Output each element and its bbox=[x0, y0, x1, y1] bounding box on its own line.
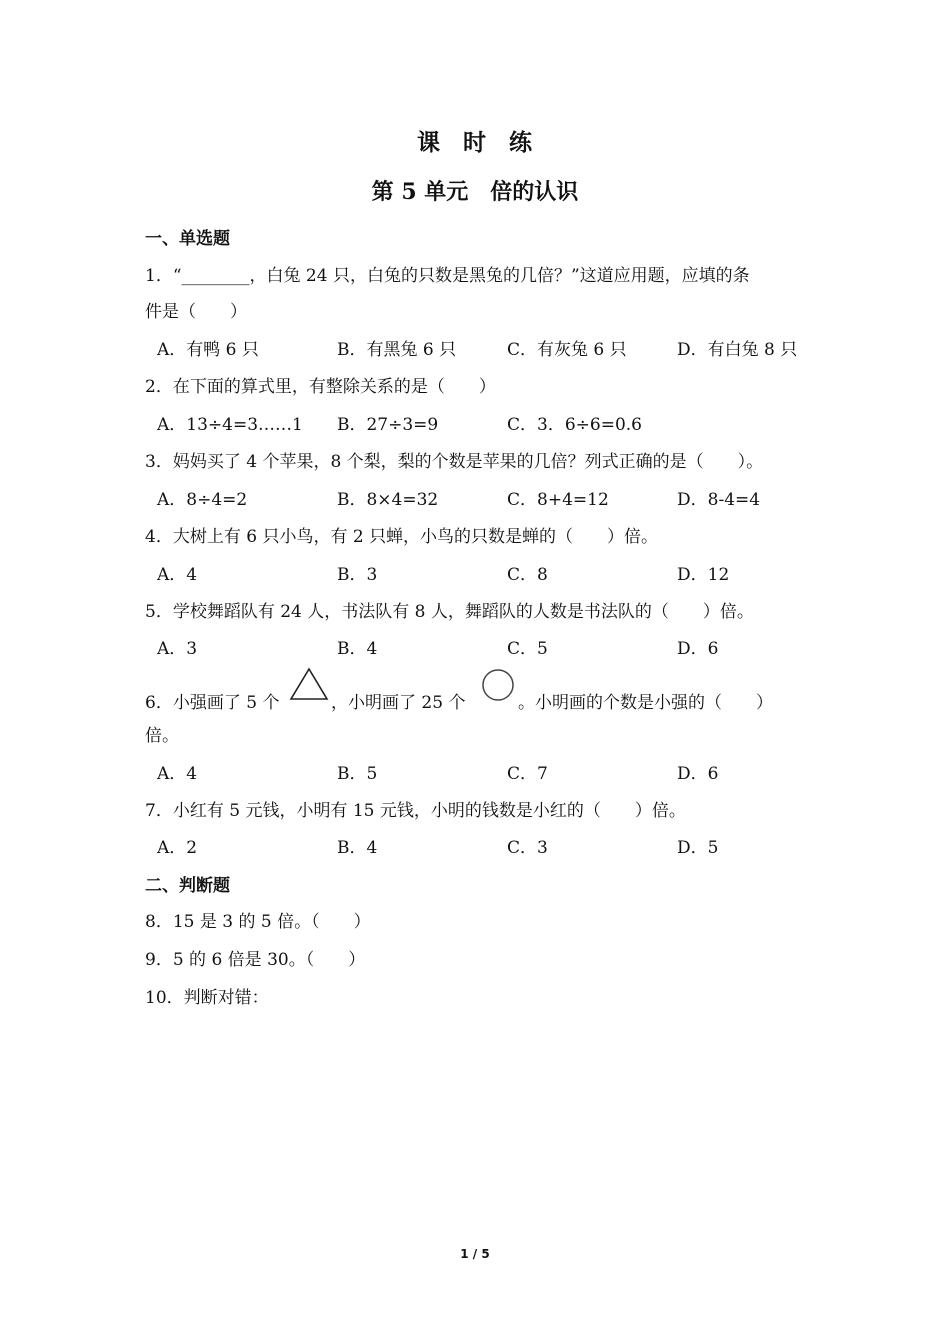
q7-option-b: B．4 bbox=[337, 838, 378, 858]
q3-option-a: A．8÷4=2 bbox=[157, 490, 248, 510]
triangle-icon bbox=[289, 667, 329, 701]
q5-option-d: D．6 bbox=[677, 639, 719, 659]
q6-option-d: D．6 bbox=[677, 764, 719, 784]
section-judgement: 二、判断题 bbox=[145, 876, 230, 896]
question-9: 9．5 的 6 倍是 30。（ ） bbox=[145, 950, 366, 970]
q4-option-c: C．8 bbox=[507, 565, 548, 585]
page-number: 1 / 5 bbox=[460, 1247, 490, 1261]
question-1-line2: 件是（ ） bbox=[145, 302, 247, 322]
question-8: 8．15 是 3 的 5 倍。（ ） bbox=[145, 912, 371, 932]
question-3: 3．妈妈买了 4 个苹果，8 个梨，梨的个数是苹果的几倍？列式正确的是（ ）。 bbox=[145, 452, 764, 472]
question-4: 4．大树上有 6 只小鸟，有 2 只蝉，小鸟的只数是蝉的（ ）倍。 bbox=[145, 527, 659, 547]
title-char: 时 bbox=[463, 129, 487, 156]
q1-option-b: B．有黑兔 6 只 bbox=[337, 340, 457, 360]
section-single-choice: 一、单选题 bbox=[145, 229, 230, 249]
q7-option-c: C．3 bbox=[507, 838, 548, 858]
title-char: 课 bbox=[417, 129, 441, 156]
question-6-line1 bbox=[145, 688, 279, 713]
question-2: 2．在下面的算式里，有整除关系的是（ ） bbox=[145, 377, 496, 397]
question-7: 7．小红有 5 元钱，小明有 15 元钱，小明的钱数是小红的（ ）倍。 bbox=[145, 801, 686, 821]
q2-option-b: B．27÷3=9 bbox=[337, 415, 439, 435]
q6-option-a: A．4 bbox=[157, 764, 198, 784]
q5-option-c: C．5 bbox=[507, 639, 548, 659]
q3-option-c: C．8+4=12 bbox=[507, 490, 609, 510]
q1-option-c: C．有灰兔 6 只 bbox=[507, 340, 627, 360]
page-subtitle: 第 5 单元 倍的认识 bbox=[371, 179, 579, 205]
q6-text-part2: ，小明画了 25 个 bbox=[331, 693, 466, 713]
q5-option-a: A．3 bbox=[157, 639, 198, 659]
question-5: 5．学校舞蹈队有 24 人，书法队有 8 人，舞蹈队的人数是书法队的（ ）倍。 bbox=[145, 602, 754, 622]
q1-option-d: D．有白兔 8 只 bbox=[677, 340, 798, 360]
question-6-line2: 倍。 bbox=[145, 726, 179, 746]
title-char: 练 bbox=[509, 129, 533, 156]
q6-text-part3: 。小明画的个数是小强的（ ） bbox=[518, 693, 773, 713]
q1-option-a: A．有鸭 6 只 bbox=[157, 340, 259, 360]
q4-option-b: B．3 bbox=[337, 565, 378, 585]
circle-icon bbox=[481, 668, 517, 702]
page-title bbox=[0, 124, 950, 157]
q7-option-a: A．2 bbox=[157, 838, 198, 858]
q6-text-part1: 6．小强画了 5 个 bbox=[145, 693, 280, 713]
question-1-line1: 1．“________，白兔 24 只，白兔的只数是黑兔的几倍？”这道应用题，应填的条 bbox=[145, 266, 750, 286]
q5-option-b: B．4 bbox=[337, 639, 378, 659]
q4-option-a: A．4 bbox=[157, 565, 198, 585]
q6-option-c: C．7 bbox=[507, 764, 548, 784]
question-10: 10．判断对错： bbox=[145, 988, 269, 1008]
q2-option-a: A．13÷4=3……1 bbox=[157, 415, 303, 435]
q3-option-d: D．8-4=4 bbox=[677, 490, 761, 510]
q6-option-b: B．5 bbox=[337, 764, 378, 784]
q4-option-d: D．12 bbox=[677, 565, 730, 585]
q3-option-b: B．8×4=32 bbox=[337, 490, 439, 510]
q2-option-c: C．3．6÷6=0.6 bbox=[507, 415, 642, 435]
q7-option-d: D．5 bbox=[677, 838, 719, 858]
